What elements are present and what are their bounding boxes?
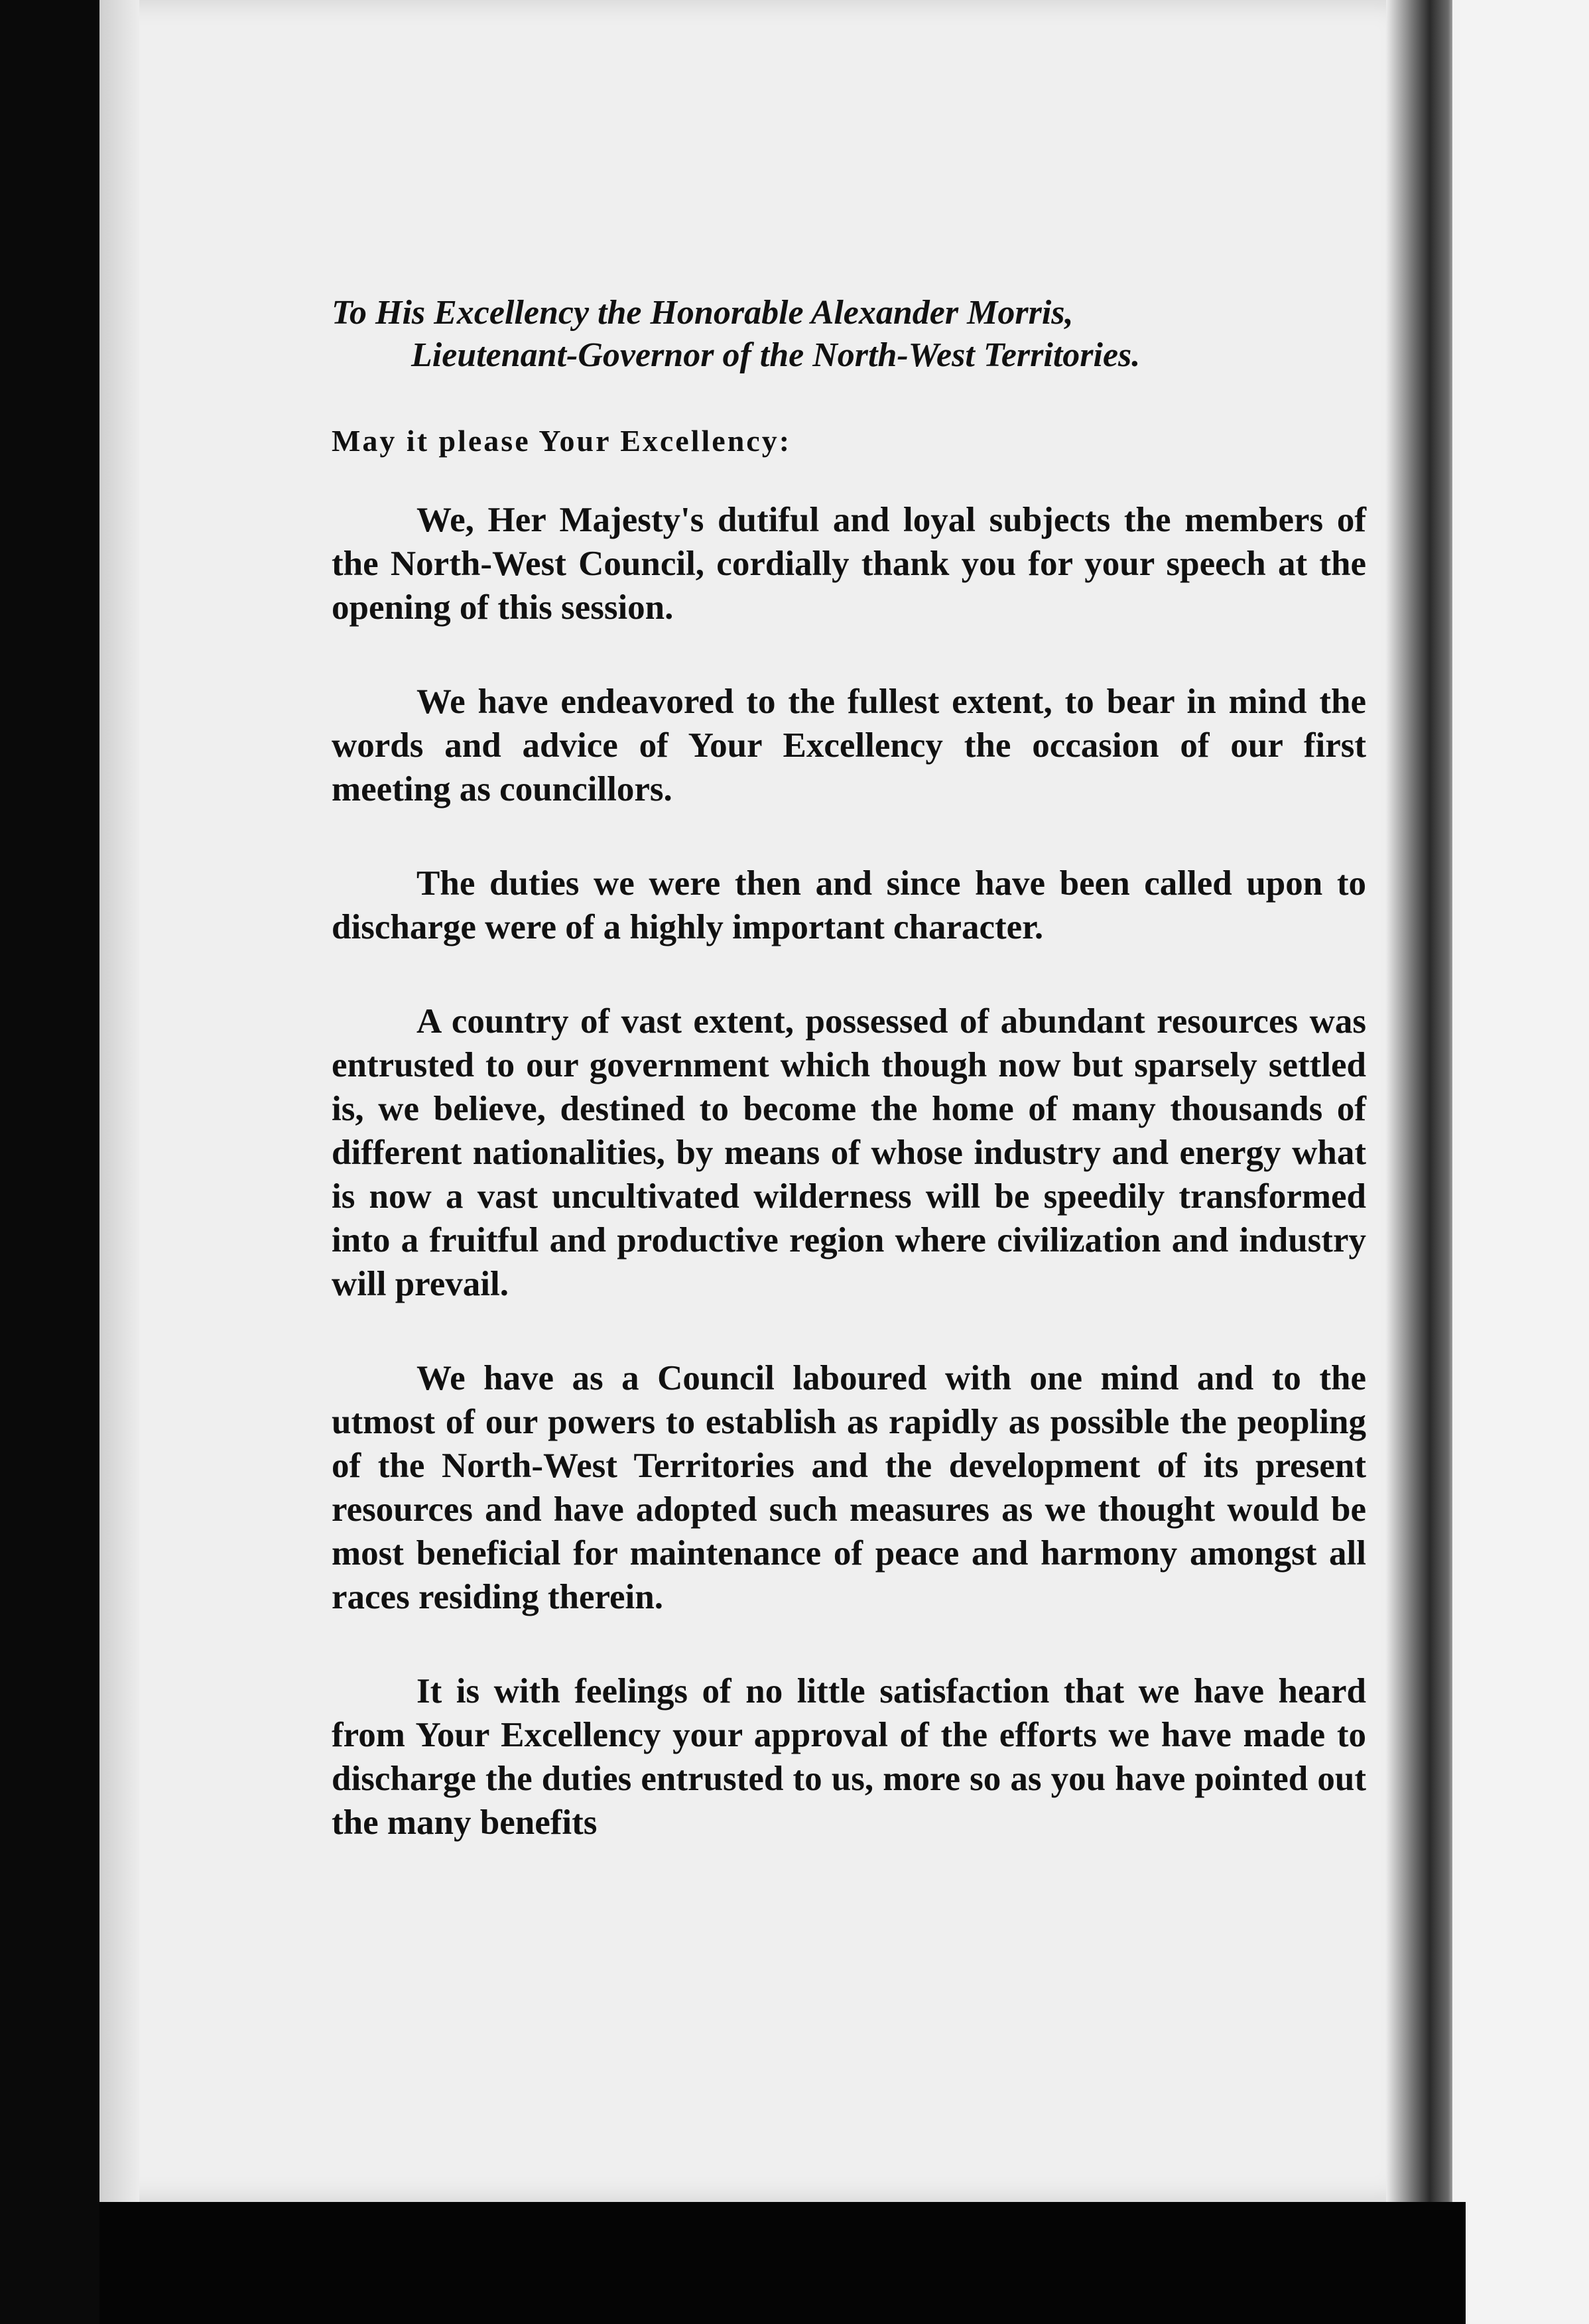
address-line-1: To His Excellency the Honorable Alexander Morris, bbox=[332, 294, 1074, 332]
address-line-2: Lieutenant-Governor of the North-West Territories. bbox=[411, 336, 1141, 374]
address-heading bbox=[332, 292, 1366, 377]
book-gutter bbox=[1386, 0, 1459, 2324]
right-page bbox=[1452, 0, 1589, 2324]
salutation: May it please Your Excellency: bbox=[332, 424, 792, 458]
paragraph-3: The duties we were then and since have been called upon to discharge were of a highly important character. bbox=[332, 864, 1366, 946]
paragraph-2: We have endeavored to the fullest extent, to bear in mind the words and advice of Your Excellency the occasion of our first meeting as councillors. bbox=[332, 682, 1366, 808]
scan-border bbox=[99, 2202, 1466, 2324]
paragraph-1: We, Her Majesty's dutiful and loyal subjects the members of the North-West Council, cordially thank you for your speech at the opening of this session. bbox=[332, 501, 1366, 627]
paragraph-4: A country of vast extent, possessed of abundant resources was entrusted to our government which though now but sparsely settled is, we believe, destined to become the home of many thousands of different nationalities, by means of whose industry and energy what is now a vast uncultivated wilderness will be speedily transformed into a fruitful and productive region where civilization and industry will prevail. bbox=[332, 1002, 1366, 1303]
paragraph-5: We have as a Council laboured with one mind and to the utmost of our powers to establish as rapidly as possible the peopling of the North-West Territories and the development of its present resources and have adopted such measures as we thought would be most beneficial for maintenance of peace and harmony amongst all races residing therein. bbox=[332, 1359, 1366, 1616]
paragraph-6: It is with feelings of no little satisfaction that we have heard from Your Excellency your approval of the efforts we have made to discharge the duties entrusted to us, more so as you have pointed out the many benefits bbox=[332, 1672, 1366, 1842]
letter-body bbox=[332, 292, 1366, 1895]
page-edge-shadow bbox=[99, 0, 139, 2202]
